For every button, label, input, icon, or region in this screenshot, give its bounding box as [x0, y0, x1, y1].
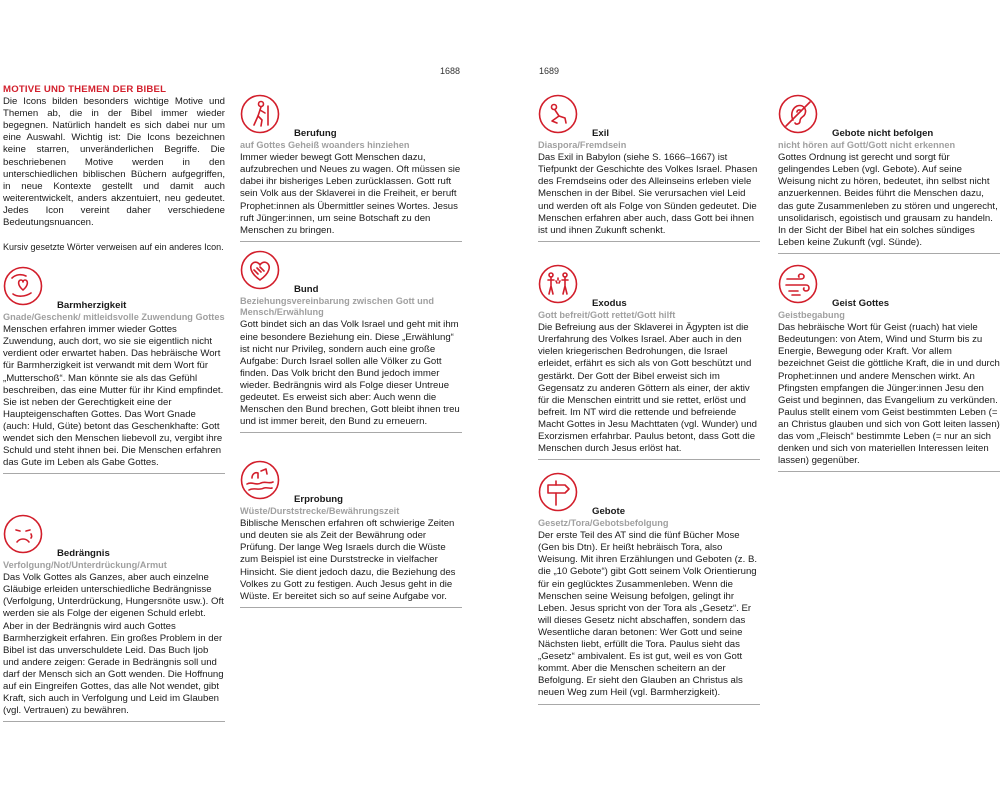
entry-title: Gebote nicht befolgen: [832, 128, 934, 139]
entry-title: Exodus: [592, 298, 627, 309]
entry-subtitle: Gesetz/Tora/Gebotsbefolgung: [538, 518, 669, 528]
entry-title: Geist Gottes: [832, 298, 890, 309]
entry-exil: [538, 94, 760, 242]
entry-bedraengnis: [3, 514, 225, 722]
heart-hands-icon: [3, 266, 43, 306]
entry-body: Gott bindet sich an das Volk Israel und geht mit ihm eine besondere Beziehung ein. Diese „Erwählung“ ist nicht nur Privileg, sondern auch eine große Aufgabe: Durch Israel sollen alle Völker zu Gott finden. Das Volk bricht den Bund jedoch immer wieder. Bedrängnis wird als Folge dieser Untreue gedeutet. Es erweist sich aber: Auch wenn die Menschen den Bund brechen, Gott bleibt ihnen treu und ist immer bereit, den Bund zu erneuern.: [240, 319, 462, 433]
entry-title: Barmherzigkeit: [57, 300, 127, 311]
entry-title: Erprobung: [294, 494, 344, 505]
entry-body: Die Befreiung aus der Sklaverei in Ägypten ist die Urerfahrung des Volkes Israel. Aber auch in den vielen kriegerischen Bedrohungen, die Israel erleidet, erfährt es sich als von Gott beschützt und gestärkt. Der Gott der Bibel erweist sich im Gegensatz zu anderen Göttern als einer, der aktiv für die Menschen eintritt und sie rettet, erlöst und befreit. Im NT wird die rettende und befreiende Macht Gottes in Jesu Machttaten (vgl. Wunder) und Exorzismen erfahrbar. Paulus betont, dass Gott die Menschen durch Jesus erlöst hat.: [538, 322, 760, 460]
entry-subtitle: Verfolgung/Not/Unterdrückung/Armut: [3, 560, 167, 570]
entry-subtitle: Diaspora/Fremdsein: [538, 140, 627, 150]
entry-barmherzigkeit: [3, 266, 225, 474]
entry-berufung: [240, 94, 462, 242]
entry-subtitle: Beziehungsvereinbarung zwischen Gott und Mensch/Erwählung: [240, 296, 434, 318]
entry-gebote-nicht-befolgen: [778, 94, 1000, 254]
intro-title: MOTIVE UND THEMEN DER BIBEL: [3, 84, 167, 95]
entry-body: Gottes Ordnung ist gerecht und sorgt für gelingendes Leben (vgl. Gebote). Auf seine Weisung nicht zu hören, bedeutet, ihn selbst nicht anzuerkennen. Beides führt die Menschen dazu, das gute Zusammenleben zu stören und ungerecht, unsolidarisch, egoistisch und grausam zu handeln. In der Sicht der Bibel hat ein solches sündiges Leben keine Zukunft (vgl. Sünde).: [778, 152, 1000, 254]
entry-title: Bund: [294, 284, 319, 295]
crossed-ear-icon: [778, 94, 818, 134]
entry-erprobung: [240, 460, 462, 608]
intro-section: [3, 84, 225, 253]
broken-chains-icon: [538, 264, 578, 304]
entry-gebote: [538, 472, 760, 705]
sitting-person-icon: [538, 94, 578, 134]
entry-subtitle: Geistbegabung: [778, 310, 845, 320]
desert-icon: [240, 460, 280, 500]
walking-person-icon: [240, 94, 280, 134]
entry-title: Exil: [592, 128, 610, 139]
intro-note: Kursiv gesetzte Wörter verweisen auf ein anderes Icon.: [3, 242, 224, 253]
entry-bund: [240, 250, 462, 433]
entry-body: Biblische Menschen erfahren oft schwierige Zeiten und deuten sie als Zeit der Bewährung oder Prüfung. Der lange Weg Israels durch die Wüste zum Beispiel ist eine Durststrecke in vielfacher Hinsicht. Sie dient jedoch dazu, die Beziehung des Volkes zu Gott zu festigen. Auch Jesus geht in die Wüste. Er bereitet sich so auf seine Aufgabe vor.: [240, 518, 462, 608]
intro-text: Die Icons bilden besonders wichtige Motive und Themen ab, die in der Bibel immer wieder begegnen. Natürlich handelt es sich dabei nur um eine Auswahl. Wichtig ist: Die Icons bezeichnen keine starren, unveränderlichen Begriffe. Die beschriebenen Motive werden in den unterschiedlichen biblischen Büchern aufgegriffen, in neue Kontexte gestellt und damit auch weiterentwickelt, anders akzentuiert, neu gedeutet. Jedes Icon vereint daher verschiedene Bedeutungsnuancen.: [3, 96, 225, 229]
entry-subtitle: Gnade/Geschenk/ mitleidsvolle Zuwendung Gottes: [3, 312, 225, 322]
entry-subtitle: auf Gottes Geheiß woanders hinziehen: [240, 140, 410, 150]
page-number-right: 1689: [539, 66, 560, 76]
entry-subtitle: Wüste/Durststrecke/Bewährungszeit: [240, 506, 400, 516]
entry-body: Das hebräische Wort für Geist (ruach) hat viele Bedeutungen: von Atem, Wind und Sturm bis zu Energie, Bewegung oder Kraft. Vor allem bezeichnet Geist die göttliche Kraft, die in und durch Prophet:innen und andere Menschen wirkt. An Pfingsten empfangen die Jünger:innen Jesu den Geist und beginnen, das Evangelium zu verkünden. Paulus stellt einem vom Geist bestimmten Leben (= an Christus glauben und sich von Gott leiten lassen) das vom „Fleisch“ bestimmte Leben (= nur an sich denken und sich von materiellen Interessen leiten lassen) gegenüber.: [778, 322, 1000, 472]
entry-title: Berufung: [294, 128, 337, 139]
entry-title: Gebote: [592, 506, 626, 517]
entry-body: Immer wieder bewegt Gott Menschen dazu, aufzubrechen und Neues zu wagen. Oft müssen sie dabei ihr bisheriges Leben zurücklassen. Gott ruft sein Volk aus der Sklaverei in die Freiheit, er beruft Prophet:innen als Übermittler seines Wortes. Jesus ruft Jünger:innen, um seine Botschaft zu den Menschen zu bringen.: [240, 152, 462, 242]
entry-body: Das Volk Gottes als Ganzes, aber auch einzelne Gläubige erleiden unterschiedliche Bedrängnisse (Verfolgung, Unterdrückung, Hungersnöte usw.). Oft werden sie als Folge der eigenen Schuld erlebt. Aber in der Bedrängnis wird auch Gottes Barmherzigkeit erfahren. Ein großes Problem in der Bibel ist das unverschuldete Leid. Das Buch Ijob und andere zeigen: Gerade in Bedrängnis soll und darf der Mensch sich an Gott wenden. Die Hoffnung auf ein Eingreifen Gottes, das alle Not wendet, gibt Kraft, sich auch in Verfolgung und Leid im Glauben (vgl. Vertrauen) zu bewähren.: [3, 572, 225, 722]
entry-body: Menschen erfahren immer wieder Gottes Zuwendung, auch dort, wo sie sie eigentlich nicht verdient oder erwartet haben. Das hebräische Wort für Barmherzigkeit ist verwandt mit dem Wort für „Mutterschoß“. Man könnte sie als das Gefühl beschreiben, das eine Mutter für ihr Kind empfindet. Sie ist neben der Gerechtigkeit eine der Haupteigenschaften Gottes. Das Wort Gnade (auch: Huld, Güte) betont das Geschenkhafte: Gott wendet sich den Menschen liebevoll zu, vergibt ihre Schuld und steht ihnen bei. Die Menschen erfahren das Gute im Leben als Gabe Gottes.: [3, 324, 225, 474]
entry-title: Bedrängnis: [57, 548, 110, 559]
entry-subtitle: Gott befreit/Gott rettet/Gott hilft: [538, 310, 676, 320]
entry-subtitle: nicht hören auf Gott/Gott nicht erkennen: [778, 140, 956, 150]
entry-body: Der erste Teil des AT sind die fünf Bücher Mose (Gen bis Dtn). Er heißt hebräisch Tora, also Weisung. Mit ihren Erzählungen und Geboten (z. B. die „10 Gebote“) gibt Gott seinem Volk Orientierung für ein geglücktes Zusammenleben. Wenn die Menschen seine Weisung befolgen, gelingt ihr Leben. Jesus spricht von der Tora als „Gesetz“. Er will dieses Gesetz nicht abschaffen, sondern das Wesentliche daran betonen: Wer Gott und seine Nächsten liebt, erfüllt die Tora. Paulus sieht das „Gesetz“ ambivalent. Es ist gut, weil es von Gott kommt. Aber die Menschen scheitern an der Befolgung. Er sieht den Glauben an Christus als neuen Weg zum Heil (vgl. Barmherzigkeit).: [538, 530, 760, 704]
entry-body: Das Exil in Babylon (siehe S. 1666–1667) ist Tiefpunkt der Geschichte des Volkes Israel. Phasen des Fremdseins oder des Alleinseins erleben viele Menschen in der Bibel. Sie verursachen viel Leid und werden oft als Folge von Sünden gedeutet. Die Menschen erfahren aber auch, dass Gott bei ihnen ist und ihnen Zukunft schenkt.: [538, 152, 760, 242]
wind-icon: [778, 264, 818, 304]
signpost-icon: [538, 472, 578, 512]
sad-face-icon: [3, 514, 43, 554]
page-number-left: 1688: [440, 66, 461, 76]
entry-exodus: [538, 264, 760, 460]
handshake-heart-icon: [240, 250, 280, 290]
entry-geist-gottes: [778, 264, 1000, 472]
